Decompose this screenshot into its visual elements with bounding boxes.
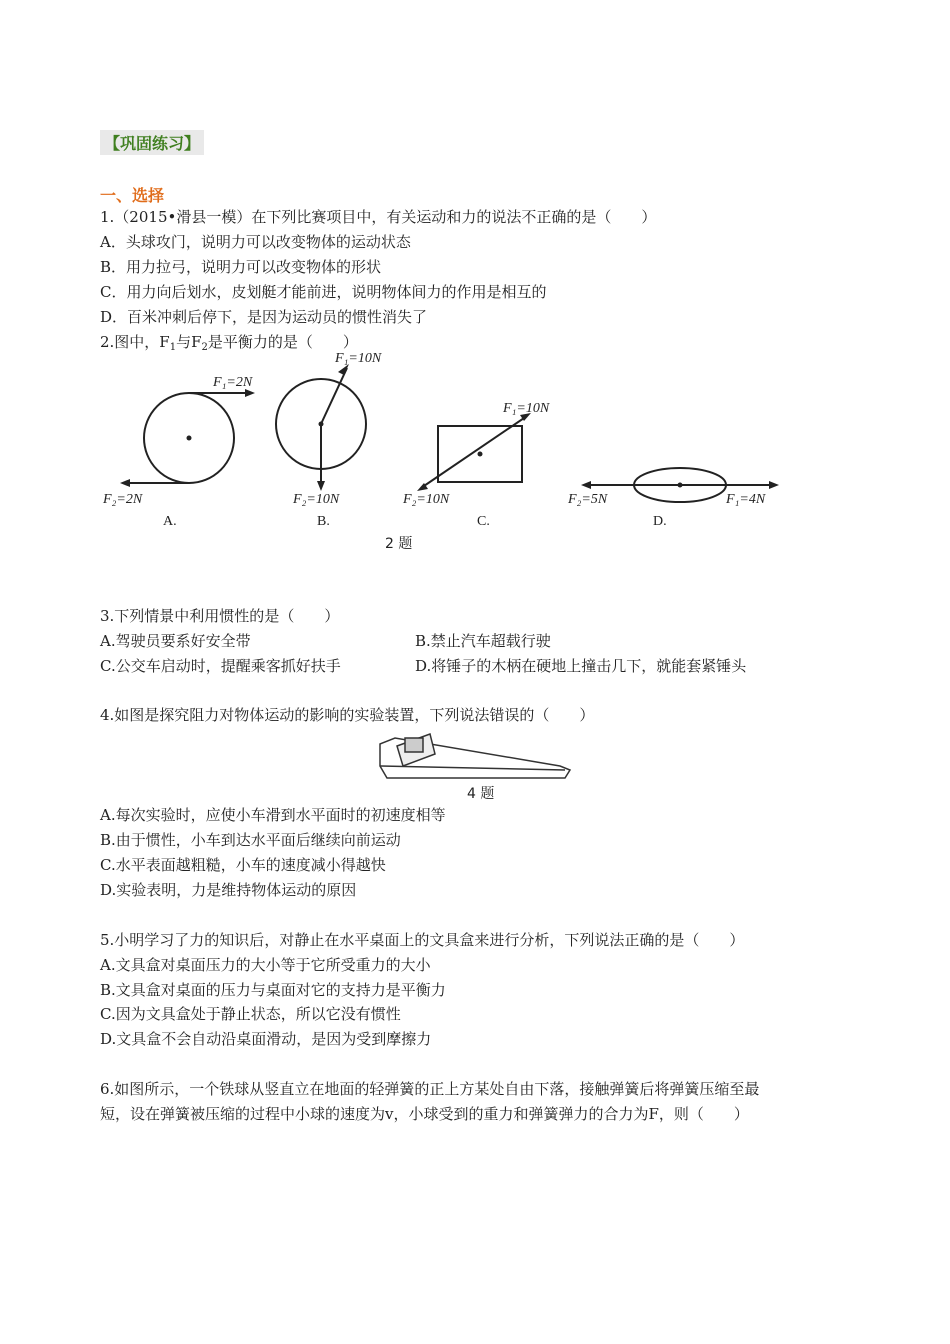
q3-option-c: C.公交车启动时，提醒乘客抓好扶手 (100, 657, 341, 675)
q2-stem: 2.图中，$F_1$与$F_2$是平衡力的是（ ） (100, 333, 358, 353)
q5-stem: 5.小明学习了力的知识后，对静止在水平桌面上的文具盒来进行分析，下列说法正确的是（ ） (100, 931, 745, 949)
subsection-title: 一、选择 (100, 186, 165, 205)
diagram-b-f1-label: F₁=10N (335, 351, 382, 366)
diagram-a-label: A. (163, 514, 177, 529)
q6-stem-line1: 6.如图所示，一个铁球从竖直立在地面的轻弹簧的正上方某处自由下落，接触弹簧后将弹簧压缩至最 (100, 1080, 760, 1098)
q1-option-a: A．头球攻门，说明力可以改变物体的运动状态 (100, 233, 411, 251)
q4-ramp-diagram (375, 726, 575, 802)
q5-option-d: D.文具盒不会自动沿桌面滑动，是因为受到摩擦力 (100, 1030, 432, 1048)
q1-option-b: B．用力拉弓，说明力可以改变物体的形状 (100, 258, 382, 276)
q2-figure-caption: 2 题 (385, 536, 413, 552)
q4-option-d: D.实验表明，力是维持物体运动的原因 (100, 881, 357, 899)
q1-option-c: C．用力向后划水，皮划艇才能前进，说明物体间力的作用是相互的 (100, 283, 547, 301)
diagram-a-f1-label: F₁=2N (213, 375, 253, 390)
q4-figure-caption: 4 题 (467, 786, 495, 802)
diagram-c-f2-label: F₂=10N (403, 492, 450, 507)
diagram-c-f1-label: F₁=10N (503, 401, 550, 416)
q5-option-a: A.文具盒对桌面压力的大小等于它所受重力的大小 (100, 956, 431, 974)
diagram-d-f1-label: F₁=4N (726, 492, 766, 507)
diagram-d-label: D. (653, 514, 667, 529)
diagram-d-f2-label: F₂=5N (568, 492, 608, 507)
q4-stem: 4.如图是探究阻力对物体运动的影响的实验装置，下列说法错误的（ ） (100, 706, 595, 724)
q2-force-diagram (95, 348, 795, 558)
diagram-c-label: C. (477, 514, 490, 529)
diagram-a-f2-label: F₂=2N (103, 492, 143, 507)
q1-option-d: D．百米冲刺后停下，是因为运动员的惯性消失了 (100, 308, 428, 326)
diagram-b-label: B. (317, 514, 330, 529)
q6-stem-line2: 短，设在弹簧被压缩的过程中小球的速度为v，小球受到的重力和弹簧弹力的合力为F，则（ ） (100, 1105, 749, 1123)
section-title: 【巩固练习】 (100, 130, 204, 155)
diagram-b-f2-label: F₂=10N (293, 492, 340, 507)
q4-option-c: C.水平表面越粗糙，小车的速度减小得越快 (100, 856, 386, 874)
diagram-b (276, 368, 366, 486)
q3-option-d: D.将锤子的木柄在硬地上撞击几下，就能套紧锤头 (415, 657, 747, 675)
q3-stem: 3.下列情景中利用惯性的是（ ） (100, 607, 340, 625)
q5-option-c: C.因为文具盒处于静止状态，所以它没有惯性 (100, 1005, 401, 1023)
q4-option-b: B.由于惯性，小车到达水平面后继续向前运动 (100, 831, 401, 849)
q3-option-a: A.驾驶员要系好安全带 (100, 632, 251, 650)
q3-option-b: B.禁止汽车超载行驶 (415, 632, 551, 650)
q1-stem: 1.（2015•滑县一模）在下列比赛项目中，有关运动和力的说法不正确的是（ ） (100, 208, 657, 226)
q5-option-b: B.文具盒对桌面的压力与桌面对它的支持力是平衡力 (100, 981, 446, 999)
diagram-c (421, 416, 527, 488)
q4-option-a: A.每次实验时，应使小车滑到水平面时的初速度相等 (100, 806, 446, 824)
